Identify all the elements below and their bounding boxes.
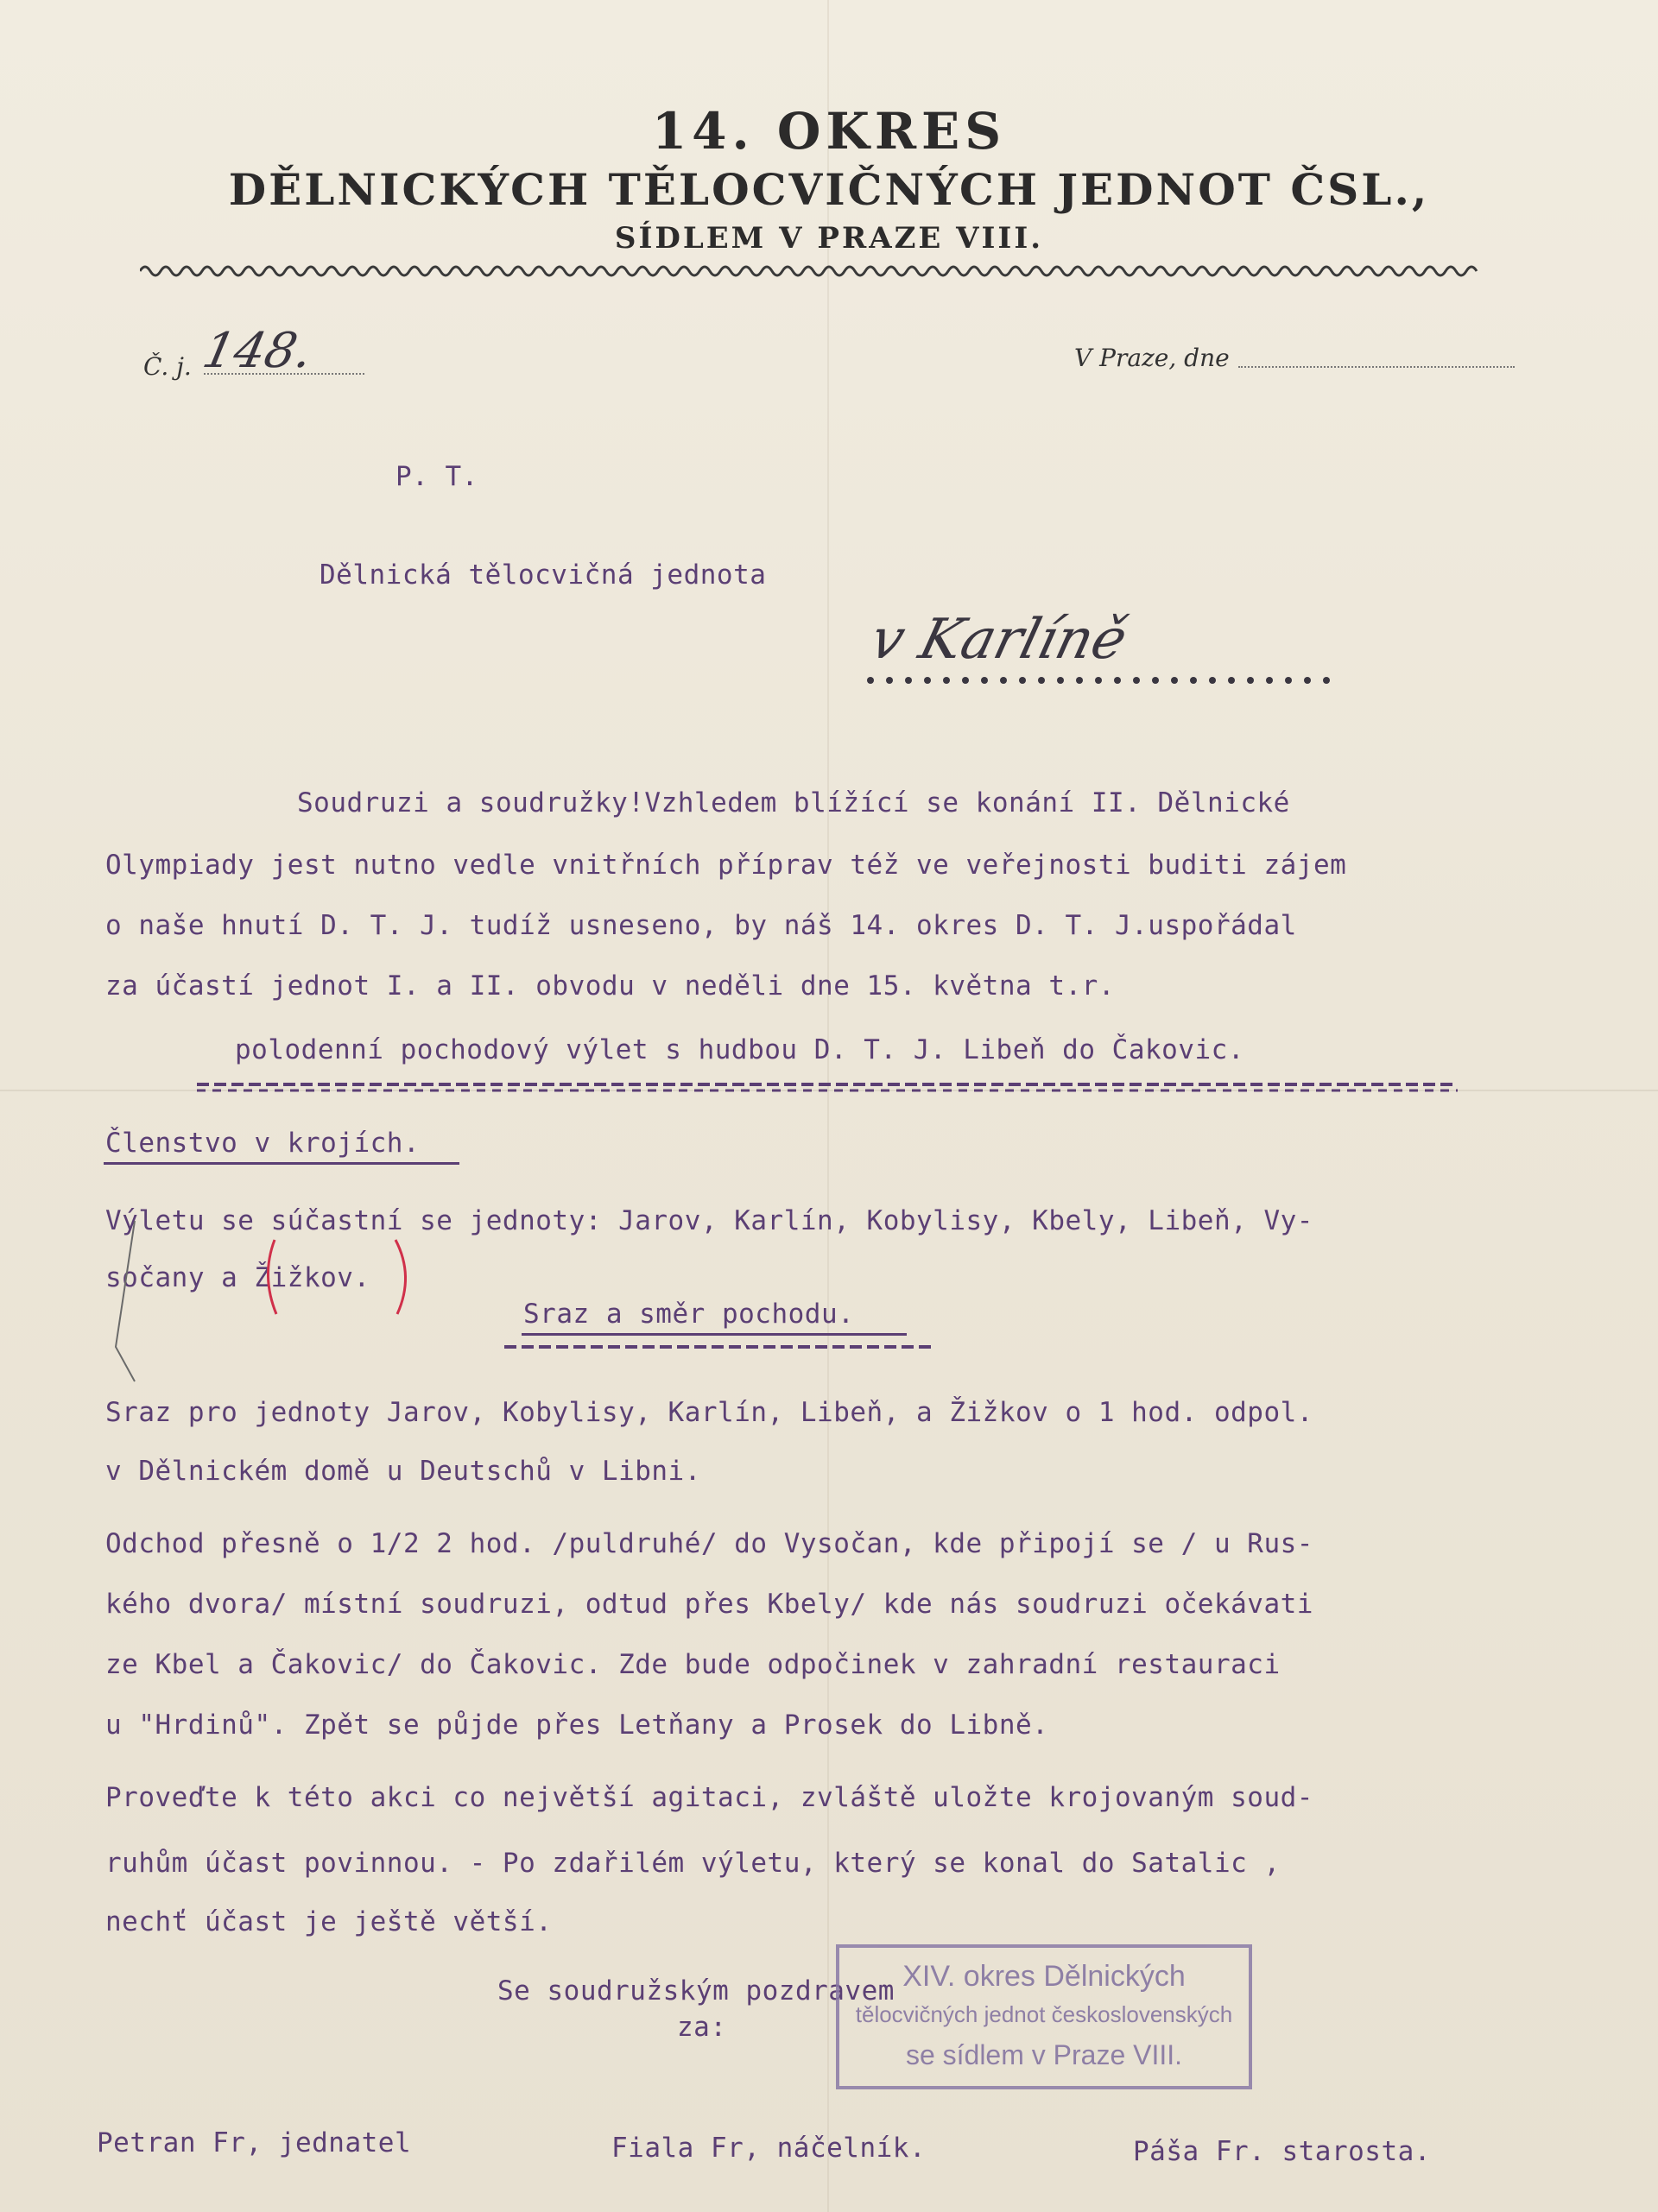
- closing-greeting: Se soudružským pozdravem: [497, 1975, 895, 2007]
- date-label: V Praze, dne: [1074, 344, 1230, 372]
- signature-chairman: Páša Fr. starosta.: [1133, 2136, 1431, 2167]
- recipient-dotted-line: [864, 673, 1347, 687]
- reference-number: 148.: [198, 323, 318, 379]
- route-line: Sraz pro jednoty Jarov, Kobylisy, Karlín, Libeň, a Žižkov o 1 hod. odpol.: [105, 1397, 1313, 1428]
- signature-chief: Fiala Fr, náčelník.: [611, 2133, 927, 2164]
- route-line: kého dvora/ místní soudruzi, odtud přes Kbely/ kde nás soudruzi očekávati: [105, 1589, 1313, 1620]
- salutation: P. T.: [396, 461, 478, 492]
- letterhead-wavy-rule: [140, 261, 1516, 281]
- section-heading-dashed-underline: [504, 1342, 931, 1356]
- red-bracket-mark: [257, 1236, 416, 1318]
- recipient-city: v Karlíně: [864, 608, 1134, 672]
- route-line: ruhům účast povinnou. - Po zdařilém výletu, který se konal do Satalic ,: [105, 1848, 1281, 1879]
- organization-stamp: [836, 1944, 1252, 2089]
- stamp-line: se sídlem v Praze VIII.: [905, 2039, 1183, 2070]
- route-line: nechť účast je ještě větší.: [105, 1906, 553, 1937]
- letterhead-organization: DĚLNICKÝCH TĚLOCVIČNÝCH JEDNOT ČSL.,: [228, 164, 1430, 215]
- route-line: u "Hrdinů". Zpět se půjde přes Letňany a Prosek do Libně.: [105, 1710, 1049, 1741]
- section-heading-underline: [522, 1333, 907, 1336]
- pencil-mark: [100, 1217, 152, 1390]
- reference-label: Č. j.: [143, 352, 192, 381]
- route-line: Proveďte k této akci co největší agitaci, zvláště uložte krojovaným soud-: [105, 1782, 1313, 1813]
- signature-secretary: Petran Fr, jednatel: [97, 2127, 412, 2158]
- membership-underline: [104, 1162, 459, 1165]
- letterhead-seat: SÍDLEM V PRAZE VIII.: [614, 221, 1044, 256]
- recipient-organization: Dělnická tělocvičná jednota: [320, 559, 767, 591]
- paper-fold-line: [827, 0, 829, 2212]
- event-line-dashed-underline: [197, 1081, 1458, 1095]
- body-line: za účastí jednot I. a II. obvodu v neděli dne 15. května t.r.: [105, 970, 1115, 1002]
- stamp-line: tělocvičných jednot československých: [855, 2001, 1233, 2027]
- event-line: polodenní pochodový výlet s hudbou D. T. J. Libeň do Čakovic.: [235, 1034, 1244, 1065]
- body-line: o naše hnutí D. T. J. tudíž usneseno, by náš 14. okres D. T. J.uspořádal: [105, 910, 1297, 941]
- route-line: v Dělnickém domě u Deutschů v Libni.: [105, 1456, 701, 1487]
- closing-for: za:: [677, 2012, 727, 2043]
- participants-line: sočany a Žižkov.: [105, 1262, 370, 1293]
- body-line: Olympiady jest nutno vedle vnitřních příprav též ve veřejnosti buditi zájem: [105, 850, 1347, 881]
- section-heading: Sraz a směr pochodu.: [523, 1299, 855, 1330]
- route-line: Odchod přesně o 1/2 2 hod. /puldruhé/ do Vysočan, kde připojí se / u Rus-: [105, 1528, 1313, 1559]
- route-line: ze Kbel a Čakovic/ do Čakovic. Zde bude odpočinek v zahradní restauraci: [105, 1649, 1281, 1680]
- membership-note: Členstvo v krojích.: [105, 1128, 421, 1159]
- date-dotted-line: [1238, 366, 1515, 368]
- stamp-line: XIV. okres Dělnických: [902, 1960, 1186, 1993]
- letterhead-title: 14. OKRES: [651, 102, 1007, 161]
- participants-line: Výletu se súčastní se jednoty: Jarov, Karlín, Kobylisy, Kbely, Libeň, Vy-: [105, 1205, 1313, 1236]
- body-line: Soudruzi a soudružky!Vzhledem blížící se konání II. Dělnické: [297, 787, 1290, 818]
